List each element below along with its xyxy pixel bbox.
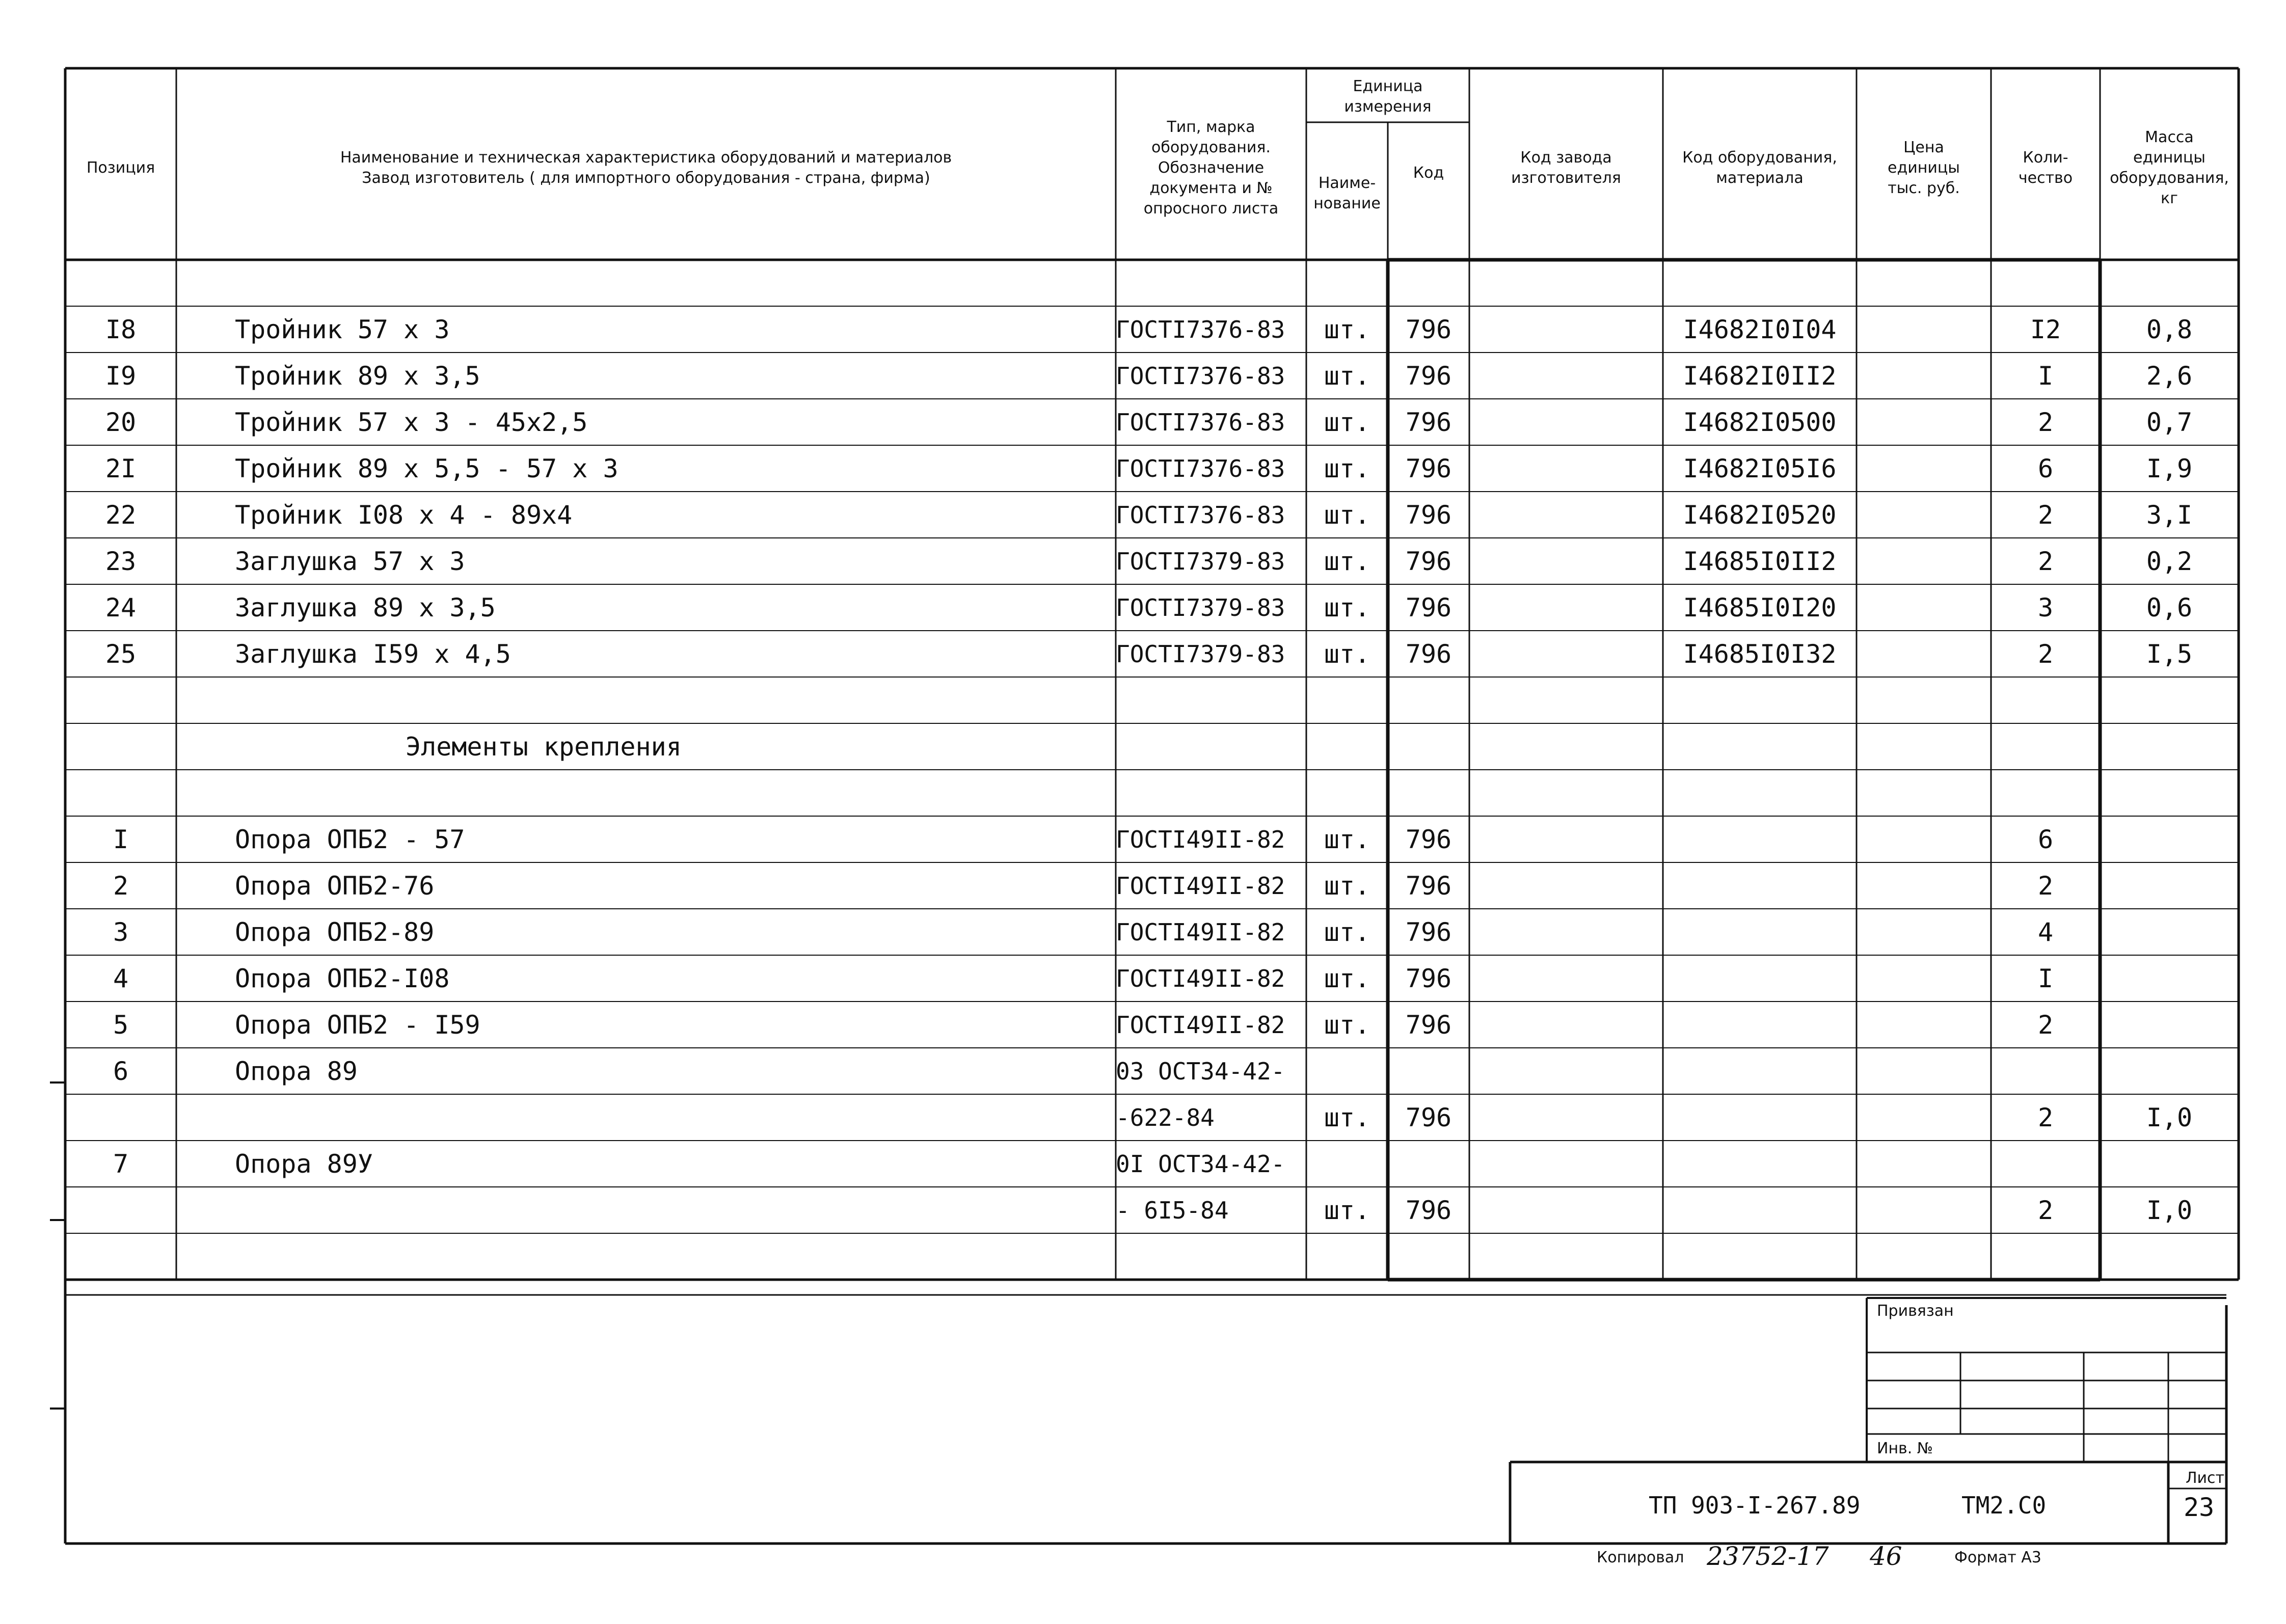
row-equipment-code: I4685I0II2 <box>1683 546 1837 576</box>
header-unit-name: Наиме- нование <box>1313 174 1381 212</box>
row-position <box>65 260 176 306</box>
row-equipment-code <box>1663 862 1857 909</box>
row-unit-code: 796 <box>1405 871 1452 901</box>
row-name: Опора ОПБ2-I08 <box>235 963 450 993</box>
row-unit-code: 796 <box>1405 639 1452 669</box>
row-equipment-code <box>1663 677 1857 723</box>
row-mass <box>2100 677 2239 723</box>
row-name: Опора ОПБ2-89 <box>235 917 435 947</box>
row-quantity <box>1991 260 2100 306</box>
row-unit-name: шт. <box>1324 407 1370 437</box>
row-position: 22 <box>105 500 137 530</box>
row-equipment-code <box>1663 1187 1857 1233</box>
row-unit-name <box>1306 260 1388 306</box>
row-type: ГОСТI49II-82 <box>1116 872 1285 900</box>
row-mass <box>2100 260 2239 306</box>
row-equipment-code <box>1663 723 1857 770</box>
row-type <box>1116 260 1306 306</box>
row-unit-name: шт. <box>1324 546 1370 576</box>
row-unit-name: шт. <box>1324 361 1370 391</box>
row-unit-name: шт. <box>1324 1010 1370 1040</box>
row-name <box>176 1094 1116 1141</box>
row-position: 25 <box>105 639 137 669</box>
row-position <box>65 677 176 723</box>
row-position: 6 <box>113 1056 129 1086</box>
row-mass <box>2100 723 2239 770</box>
row-quantity <box>1991 1233 2100 1280</box>
row-type <box>1116 770 1306 816</box>
row-type: ГОСТI49II-82 <box>1116 1011 1285 1039</box>
row-quantity: 3 <box>2037 592 2054 622</box>
row-unit-name: шт. <box>1324 592 1370 622</box>
row-quantity: I <box>2037 361 2054 391</box>
row-type <box>1116 677 1306 723</box>
row-name: Заглушка I59 х 4,5 <box>235 639 511 669</box>
row-quantity: 2 <box>2037 1195 2054 1225</box>
row-type: 03 ОСТ34-42- <box>1116 1057 1285 1085</box>
header-unit: Единица измерения <box>1344 77 1432 116</box>
row-quantity: 6 <box>2037 824 2054 854</box>
row-unit-name <box>1306 723 1388 770</box>
row-equipment-code <box>1663 1233 1857 1280</box>
row-equipment-code <box>1663 1094 1857 1141</box>
row-unit-code <box>1388 1048 1469 1094</box>
row-equipment-code <box>1663 955 1857 1002</box>
row-name: Опора ОПБ2 - I59 <box>235 1010 480 1040</box>
title-inv-label: Инв. № <box>1877 1440 1933 1457</box>
row-quantity <box>1991 723 2100 770</box>
row-name <box>176 260 1116 306</box>
row-position: 2I <box>105 453 137 483</box>
row-equipment-code <box>1663 909 1857 955</box>
document-number: ТП 903-I-267.89 <box>1649 1492 1861 1519</box>
row-position: 4 <box>113 963 129 993</box>
row-type <box>1116 1233 1306 1280</box>
row-quantity: 2 <box>2037 1010 2054 1040</box>
row-unit-code: 796 <box>1405 500 1452 530</box>
row-name <box>176 1233 1116 1280</box>
header-factory-code: Код завода изготовителя <box>1511 149 1621 187</box>
row-mass: I,5 <box>2146 639 2193 669</box>
row-quantity: I <box>2037 963 2054 993</box>
row-unit-code <box>1388 770 1469 816</box>
title-list-label: Лист <box>2186 1469 2225 1487</box>
row-name: Опора 89У <box>235 1149 373 1179</box>
row-unit-code: 796 <box>1405 963 1452 993</box>
row-type: ГОСТI49II-82 <box>1116 964 1285 992</box>
row-unit-name: шт. <box>1324 1195 1370 1225</box>
row-unit-name: шт. <box>1324 314 1370 344</box>
row-mass: 3,I <box>2146 500 2193 530</box>
row-equipment-code <box>1663 816 1857 862</box>
row-mass <box>2100 955 2239 1002</box>
row-position: I <box>113 824 129 854</box>
row-equipment-code: I4682I0520 <box>1683 500 1837 530</box>
row-equipment-code: I4682I05I6 <box>1683 453 1837 483</box>
row-equipment-code <box>1663 1002 1857 1048</box>
row-equipment-code: I4685I0I32 <box>1683 639 1837 669</box>
row-mass: I,9 <box>2146 453 2193 483</box>
row-unit-name <box>1306 677 1388 723</box>
footer-copied-label: Копировал <box>1597 1549 1684 1566</box>
header-unit-code: Код <box>1413 164 1444 182</box>
row-unit-name: шт. <box>1324 453 1370 483</box>
row-unit-code: 796 <box>1405 314 1452 344</box>
row-unit-name: шт. <box>1324 871 1370 901</box>
row-position <box>65 770 176 816</box>
row-unit-name: шт. <box>1324 1102 1370 1132</box>
row-mass: 0,6 <box>2146 592 2193 622</box>
row-position: I8 <box>105 314 137 344</box>
row-quantity: 4 <box>2037 917 2054 947</box>
row-quantity: 2 <box>2037 407 2054 437</box>
row-quantity <box>1991 1141 2100 1187</box>
row-unit-code <box>1388 1233 1469 1280</box>
row-mass <box>2100 770 2239 816</box>
row-quantity: 2 <box>2037 639 2054 669</box>
row-quantity: 2 <box>2037 871 2054 901</box>
row-unit-name <box>1306 770 1388 816</box>
header-quantity: Коли- чество <box>2018 149 2073 187</box>
footer-format: Формат А3 <box>1954 1549 2041 1566</box>
row-unit-code <box>1388 1141 1469 1187</box>
row-mass <box>2100 1233 2239 1280</box>
section-title: Элементы крепления <box>406 732 682 762</box>
row-mass: I,0 <box>2146 1195 2193 1225</box>
row-mass: 0,7 <box>2146 407 2193 437</box>
row-type: ГОСТI7376-83 <box>1116 362 1285 390</box>
row-equipment-code: I4682I0II2 <box>1683 361 1837 391</box>
row-name: Заглушка 89 х 3,5 <box>235 592 496 622</box>
row-quantity <box>1991 1048 2100 1094</box>
row-type: ГОСТI7379-83 <box>1116 640 1285 668</box>
title-privyazan: Привязан <box>1877 1302 1954 1320</box>
row-position: 3 <box>113 917 129 947</box>
row-unit-name <box>1306 1233 1388 1280</box>
row-position <box>65 723 176 770</box>
row-unit-name: шт. <box>1324 500 1370 530</box>
row-mass <box>2100 1048 2239 1094</box>
row-type: ГОСТI7376-83 <box>1116 501 1285 529</box>
row-name: Заглушка 57 х 3 <box>235 546 465 576</box>
header-equipment-code: Код оборудования, материала <box>1682 149 1837 187</box>
footer-copied-extra: 46 <box>1870 1541 1902 1571</box>
row-name: Тройник 57 х 3 - 45х2,5 <box>235 407 588 437</box>
row-unit-code <box>1388 260 1469 306</box>
row-quantity <box>1991 677 2100 723</box>
row-unit-code: 796 <box>1405 592 1452 622</box>
row-name: Тройник 57 х 3 <box>235 314 450 344</box>
row-type: - 6I5-84 <box>1116 1196 1229 1224</box>
footer-copied-value: 23752-17 <box>1707 1541 1829 1571</box>
row-unit-name: шт. <box>1324 963 1370 993</box>
row-quantity: 2 <box>2037 546 2054 576</box>
row-type: ГОСТI49II-82 <box>1116 918 1285 946</box>
row-position: 20 <box>105 407 137 437</box>
row-type: ГОСТI7376-83 <box>1116 315 1285 343</box>
row-position: 23 <box>105 546 137 576</box>
row-name: Опора ОПБ2-76 <box>235 871 435 901</box>
row-unit-code: 796 <box>1405 1195 1452 1225</box>
row-position: 5 <box>113 1010 129 1040</box>
row-name <box>176 677 1116 723</box>
row-type: ГОСТI7376-83 <box>1116 408 1285 436</box>
row-quantity: 2 <box>2037 500 2054 530</box>
row-position <box>65 1094 176 1141</box>
row-quantity: 6 <box>2037 453 2054 483</box>
row-mass: I,0 <box>2146 1102 2193 1132</box>
header-type: Тип, марка оборудования. Обозначение документа и № опросного листа <box>1143 118 1279 218</box>
row-equipment-code <box>1663 1048 1857 1094</box>
row-mass <box>2100 816 2239 862</box>
row-unit-name <box>1306 1141 1388 1187</box>
row-name <box>176 770 1116 816</box>
row-unit-code: 796 <box>1405 407 1452 437</box>
row-equipment-code <box>1663 770 1857 816</box>
row-unit-name: шт. <box>1324 639 1370 669</box>
row-unit-code: 796 <box>1405 1010 1452 1040</box>
row-unit-code: 796 <box>1405 824 1452 854</box>
row-equipment-code: I4685I0I20 <box>1683 592 1837 622</box>
row-name: Тройник 89 х 3,5 <box>235 361 480 391</box>
row-mass <box>2100 1141 2239 1187</box>
row-equipment-code: I4682I0I04 <box>1683 314 1837 344</box>
row-quantity: I2 <box>2030 314 2061 344</box>
row-type: -622-84 <box>1116 1103 1215 1131</box>
row-mass: 0,8 <box>2146 314 2193 344</box>
row-unit-code: 796 <box>1405 1102 1452 1132</box>
title-list-value: 23 <box>2184 1493 2215 1522</box>
row-mass <box>2100 862 2239 909</box>
row-mass: 2,6 <box>2146 361 2193 391</box>
row-unit-code <box>1388 723 1469 770</box>
document-code: ТМ2.С0 <box>1961 1492 2047 1519</box>
row-name: Тройник I08 х 4 - 89х4 <box>235 500 573 530</box>
row-name: Опора 89 <box>235 1056 358 1086</box>
row-unit-code: 796 <box>1405 546 1452 576</box>
row-position: 24 <box>105 592 137 622</box>
header-price: Цена единицы тыс. руб. <box>1888 139 1960 197</box>
row-type: ГОСТI49II-82 <box>1116 825 1285 853</box>
row-type: ГОСТI7379-83 <box>1116 547 1285 575</box>
row-position: 2 <box>113 871 129 901</box>
row-quantity <box>1991 770 2100 816</box>
row-type <box>1116 723 1306 770</box>
row-name: Тройник 89 х 5,5 - 57 х 3 <box>235 453 618 483</box>
header-mass: Масса единицы оборудования, кг <box>2110 128 2229 207</box>
header-position: Позиция <box>86 159 155 177</box>
row-unit-name: шт. <box>1324 917 1370 947</box>
row-position: 7 <box>113 1149 129 1179</box>
row-unit-code <box>1388 677 1469 723</box>
row-equipment-code <box>1663 260 1857 306</box>
header-name: Наименование и техническая характеристика оборудований и материалов Завод изготовитель ( для импортного оборудования - страна, фирма) <box>340 149 952 187</box>
row-mass: 0,2 <box>2146 546 2193 576</box>
row-position: I9 <box>105 361 137 391</box>
row-mass <box>2100 1002 2239 1048</box>
row-type: 0I ОСТ34-42- <box>1116 1150 1285 1178</box>
row-position <box>65 1233 176 1280</box>
row-mass <box>2100 909 2239 955</box>
row-unit-code: 796 <box>1405 361 1452 391</box>
row-equipment-code: I4682I0500 <box>1683 407 1837 437</box>
row-unit-code: 796 <box>1405 917 1452 947</box>
row-name: Опора ОПБ2 - 57 <box>235 824 465 854</box>
row-name <box>176 1187 1116 1233</box>
row-type: ГОСТI7379-83 <box>1116 593 1285 621</box>
row-equipment-code <box>1663 1141 1857 1187</box>
row-unit-code: 796 <box>1405 453 1452 483</box>
row-unit-name: шт. <box>1324 824 1370 854</box>
row-type: ГОСТI7376-83 <box>1116 454 1285 482</box>
row-position <box>65 1187 176 1233</box>
row-quantity: 2 <box>2037 1102 2054 1132</box>
row-unit-name <box>1306 1048 1388 1094</box>
